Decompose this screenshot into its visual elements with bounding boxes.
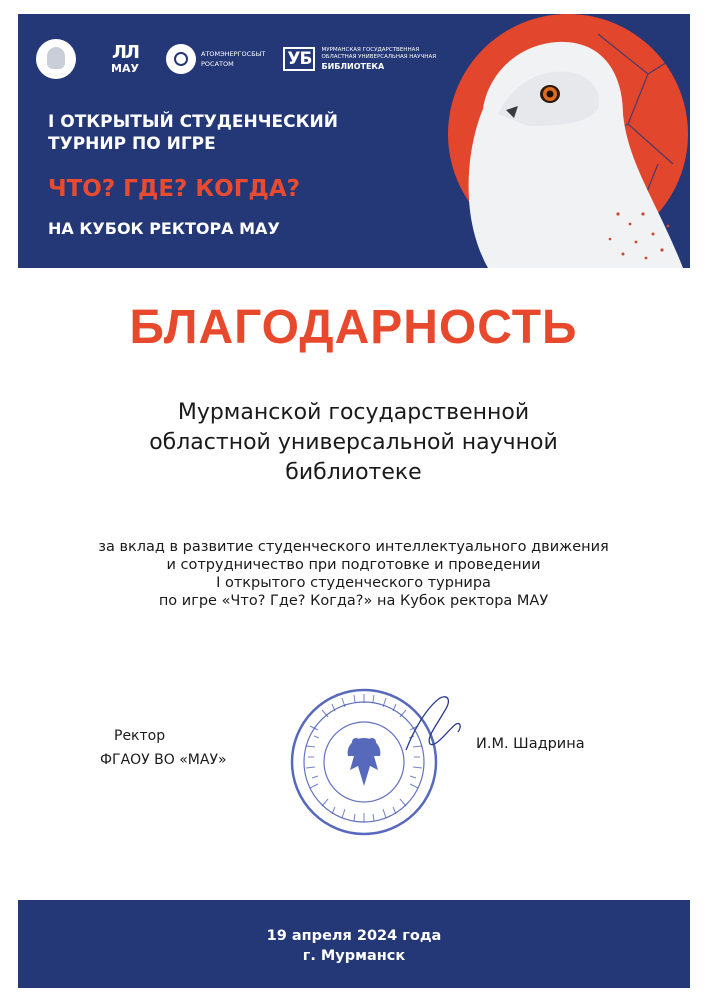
atom-logo-line2: РОСАТОМ bbox=[201, 60, 234, 68]
gratitude-reason bbox=[40, 538, 667, 610]
signatory-position-line1: Ректор bbox=[114, 728, 166, 744]
atom-logo-line1: АТОМЭНЕРГОСБЫТ bbox=[201, 50, 266, 58]
atomenergosbyt-logo bbox=[166, 44, 265, 74]
reason-line3: I открытого студенческого турнира bbox=[216, 575, 491, 591]
reason-line2: и сотрудничество при подготовке и проведении bbox=[166, 557, 541, 573]
atom-logo-text bbox=[201, 49, 265, 69]
library-logo-line1: МУРМАНСКАЯ ГОСУДАРСТВЕННАЯ bbox=[321, 46, 420, 53]
cup-subtitle: НА КУБОК РЕКТОРА МАУ bbox=[48, 219, 280, 238]
game-name: ЧТО? ГДЕ? КОГДА? bbox=[48, 176, 301, 202]
header-banner bbox=[18, 14, 690, 268]
reason-line1: за вклад в развитие студенческого интеллектуального движения bbox=[98, 539, 609, 555]
signatory-name: И.М. Шадрина bbox=[476, 736, 585, 752]
signatory-position-line2: ФГАОУ ВО «МАУ» bbox=[100, 752, 227, 768]
library-logo bbox=[283, 47, 436, 72]
recipient-name bbox=[60, 398, 647, 488]
recipient-line3: библиотеке bbox=[285, 460, 422, 485]
issue-city: г. Мурманск bbox=[302, 948, 406, 964]
rector-signature bbox=[400, 690, 470, 770]
signatory-position bbox=[100, 724, 227, 772]
tournament-title-line1: I ОТКРЫТЫЙ СТУДЕНЧЕСКИЙ bbox=[48, 112, 338, 132]
tournament-title bbox=[48, 111, 428, 155]
atom-icon bbox=[166, 44, 196, 74]
recipient-line2: областной универсальной научной bbox=[149, 430, 558, 455]
snowy-owl-illustration bbox=[418, 14, 690, 268]
mau-logo-text: МАУ bbox=[111, 61, 139, 75]
library-logo-line2: ОБЛАСТНАЯ УНИВЕРСАЛЬНАЯ НАУЧНАЯ bbox=[321, 53, 437, 60]
mau-logo-mark: ЛЛ bbox=[112, 41, 138, 63]
mau-logo bbox=[102, 41, 148, 75]
issue-date: 19 апреля 2024 года bbox=[266, 928, 442, 944]
certificate-heading: БЛАГОДАРНОСТЬ bbox=[129, 301, 578, 354]
recipient-line1: Мурманской государственной bbox=[177, 400, 530, 425]
library-logo-line3: БИБЛИОТЕКА bbox=[321, 61, 385, 71]
footer-banner bbox=[18, 900, 690, 988]
partner-logos bbox=[36, 34, 436, 84]
owl-club-logo bbox=[36, 39, 76, 79]
library-logo-mark: УБ bbox=[283, 47, 315, 71]
tournament-title-line2: ТУРНИР ПО ИГРЕ bbox=[48, 134, 216, 154]
reason-line4: по игре «Что? Где? Когда?» на Кубок ректора МАУ bbox=[158, 593, 549, 609]
